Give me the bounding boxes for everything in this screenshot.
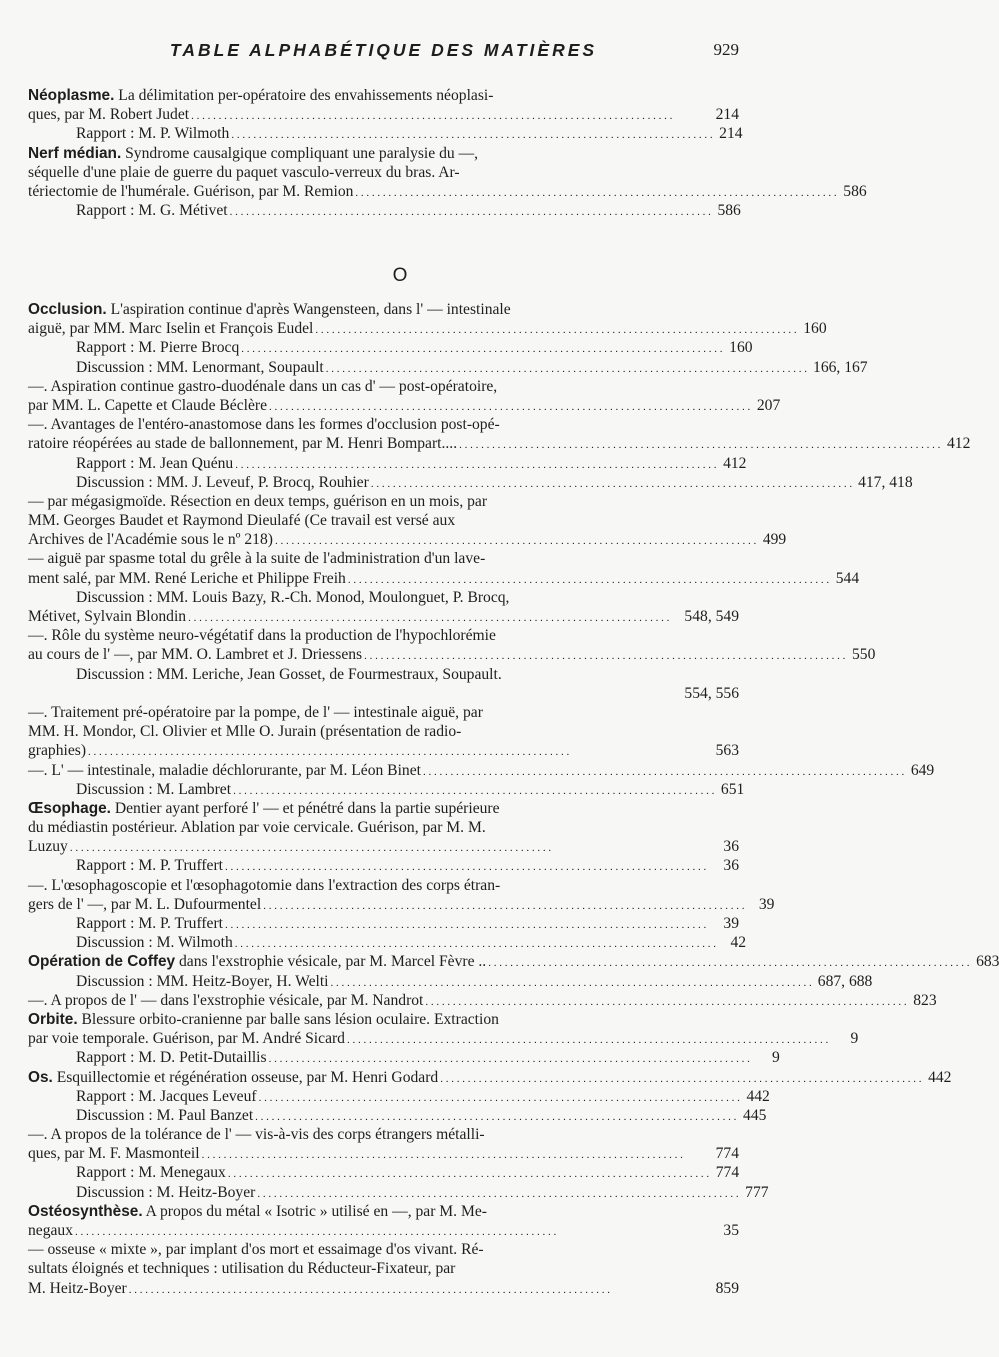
leader-dots [188, 607, 678, 628]
page-ref: 442 [928, 1068, 952, 1086]
entry-body: MM. H. Mondor, Cl. Olivier et Mlle O. Jurain (présentation de radio- [28, 723, 462, 741]
leader-dots [423, 761, 904, 782]
leader-dots [331, 972, 812, 993]
page-ref: 499 [762, 531, 787, 549]
page-ref: 412 [946, 435, 971, 453]
index-line [28, 722, 739, 741]
entry-text [28, 434, 457, 453]
index-line [28, 684, 739, 703]
index-line [28, 1202, 739, 1221]
leader-dots [88, 741, 709, 762]
index-line [28, 569, 860, 588]
entry-body: ment salé, par MM. René Leriche et Philippe Freih [28, 569, 346, 587]
page-ref: 9 [850, 1030, 859, 1048]
entry-text [28, 182, 353, 201]
index-line [28, 1010, 739, 1029]
index-line [28, 434, 971, 453]
page-ref: 412 [723, 454, 747, 472]
entry-body: negaux [28, 1222, 74, 1239]
index-line [28, 1221, 739, 1240]
entry-body: — osseuse « mixte », par implant d'os mort et essaimage d'os vivant. Ré- [28, 1241, 484, 1259]
index-line [28, 1183, 769, 1202]
index-line [28, 856, 739, 875]
entry-body: Discussion : M. Lambret [76, 780, 232, 798]
index-line [28, 876, 739, 895]
entry-body: — aiguë par spasme total du grêle à la suite de l'administration d'un lave- [28, 550, 486, 568]
entry-text [76, 1087, 257, 1106]
page-ref: 774 [715, 1145, 739, 1163]
entry-body: séquelle d'une plaie de guerre du paquet vasculo-verreux du bras. Ar- [28, 163, 460, 181]
index-line [28, 741, 739, 760]
leader-dots [315, 319, 796, 340]
entry-body: ques, par M. Robert Judet [28, 106, 190, 124]
leader-dots [241, 338, 722, 359]
entry-headword: Opération de Coffey [28, 953, 176, 971]
entry-text [76, 1163, 226, 1182]
entry-body: Rapport : M. D. Petit-Dutaillis [76, 1049, 267, 1067]
entry-headword: Os. [28, 1068, 53, 1086]
entry-body: —. Rôle du système neuro-végétatif dans la production de l'hypochlorémie [28, 627, 496, 645]
entry-body: ques, par M. F. Masmonteil [28, 1145, 200, 1163]
index-line [28, 780, 745, 799]
index-line [28, 338, 753, 357]
entry-body: — par mégasigmoïde. Résection en deux temps, guérison en un mois, par [28, 492, 488, 510]
page-title: TABLE ALPHABÉTIQUE DES MATIÈRES [169, 40, 598, 60]
page-ref: 651 [720, 780, 745, 798]
page-ref: 36 [723, 857, 739, 875]
entry-body: Syndrome causalgique compliquant une paralysie du —, [121, 144, 479, 162]
page-ref: 823 [913, 991, 937, 1009]
index-line [28, 1279, 739, 1298]
page-ref: 36 [723, 838, 739, 856]
index-line [28, 319, 827, 338]
entry-body: Métivet, Sylvain Blondin [28, 608, 187, 625]
index-line [28, 300, 739, 319]
index-line [28, 473, 913, 492]
page-ref: 777 [745, 1183, 769, 1201]
index-line [28, 703, 739, 722]
entry-headword: Néoplasme. [28, 87, 115, 104]
entry-text [76, 780, 231, 799]
entry-text [76, 338, 239, 357]
index-line [28, 182, 867, 201]
page-ref: 166, 167 [813, 358, 868, 376]
leader-dots [228, 1163, 709, 1184]
index-line [28, 799, 739, 818]
page-ref: 859 [715, 1279, 739, 1297]
entry-body: —. Avantages de l'entéro-anastomose dans les formes d'occlusion post-opé- [28, 416, 500, 434]
entry-body: Rapport : M. P. Wilmoth [76, 125, 230, 143]
index-line [28, 1125, 739, 1144]
entry-text [28, 319, 313, 338]
index-line [28, 645, 876, 664]
entry-body: Archives de l'Académie sous le nº 218) [28, 531, 273, 549]
entry-body: Discussion : MM. J. Leveuf, P. Brocq, Rouhier [76, 473, 369, 491]
entry-headword: Nerf médian. [28, 144, 122, 162]
entry-headword: Ostéosynthèse. [28, 1202, 143, 1220]
entry-body: par MM. L. Capette et Claude Béclère [28, 396, 268, 414]
page-ref: 683 [976, 953, 999, 971]
index-line [28, 914, 739, 933]
entry-body: Rapport : M. Jacques Leveuf [76, 1087, 257, 1105]
entry-text [76, 124, 229, 143]
leader-dots [75, 1221, 709, 1242]
entry-body: MM. Georges Baudet et Raymond Dieulafé (Ce travail est versé aux [28, 512, 456, 530]
entry-text [76, 972, 329, 991]
index-line [28, 972, 873, 991]
index-line [28, 1068, 952, 1087]
index-line [28, 952, 999, 971]
leader-dots [364, 645, 845, 666]
section-letter: O [392, 265, 408, 286]
page-ref: 550 [851, 646, 876, 664]
entry-body: —. Traitement pré-opératoire par la pompe, de l' — intestinale aiguë, par [28, 703, 483, 721]
leader-dots [348, 569, 829, 590]
page-ref: 586 [843, 182, 867, 200]
entry-body: Rapport : M. P. Truffert [76, 857, 224, 875]
index-line [28, 626, 739, 645]
entry-body: Rapport : M. P. Truffert [76, 915, 224, 932]
entry-text [28, 895, 261, 914]
index-line [28, 1029, 859, 1048]
index-line [28, 377, 739, 396]
entry-text [76, 914, 223, 933]
leader-dots [225, 856, 709, 877]
index-line [28, 1048, 780, 1067]
page-ref: 9 [772, 1049, 780, 1067]
index-line [28, 201, 739, 220]
index-line [28, 1144, 739, 1163]
leader-dots [129, 1279, 709, 1300]
index-line [28, 607, 739, 626]
entry-body: Discussion : M. Paul Banzet [76, 1106, 254, 1124]
page-number: 929 [713, 40, 739, 59]
index-line [28, 837, 739, 856]
leader-dots [231, 124, 712, 145]
leader-dots [230, 201, 711, 222]
index-line [28, 1259, 739, 1278]
entry-text [28, 1221, 73, 1240]
leader-dots [233, 780, 714, 801]
entry-body: Discussion : MM. Leriche, Jean Gosset, de Fourmestraux, Soupault. [76, 665, 502, 683]
entry-body: Luzuy [28, 838, 68, 856]
entry-body: tériectomie de l'humérale. Guérison, par M. Remion [28, 182, 354, 200]
entry-text [28, 1144, 200, 1163]
index-line [28, 665, 739, 684]
entry-body: au cours de l' —, par MM. O. Lambret et J. Driessens [28, 646, 363, 664]
entry-text [76, 201, 228, 220]
page-ref: 687, 688 [817, 972, 873, 990]
index-line [28, 454, 747, 473]
page-ref: 774 [715, 1164, 740, 1182]
entry-body: gers de l' —, par M. L. Dufourmentel [28, 895, 262, 913]
entry-text [28, 991, 423, 1010]
index-line [28, 86, 739, 105]
index-line [28, 396, 781, 415]
index-line [28, 124, 743, 143]
entry-body: Rapport : M. Menegaux [76, 1164, 226, 1182]
leader-dots [191, 105, 709, 126]
page-ref: 35 [723, 1222, 739, 1239]
entry-text [28, 530, 273, 549]
running-header [28, 40, 739, 64]
leader-dots [488, 952, 969, 973]
index-line [28, 415, 739, 434]
page-ref: 160 [803, 320, 827, 338]
page-ref: 544 [835, 569, 860, 587]
entry-text [28, 837, 68, 856]
entry-body: Rapport : M. Pierre Brocq [76, 339, 240, 357]
page-ref: 563 [715, 742, 739, 760]
entry-text [28, 396, 267, 415]
index-line [28, 1106, 767, 1125]
page-ref: 554, 556 [684, 684, 739, 702]
entry-body: Blessure orbito-cranienne par balle sans lésion oculaire. Extraction [77, 1010, 499, 1028]
entry-text [28, 645, 362, 664]
index-block-n [28, 86, 867, 220]
leader-dots [459, 434, 940, 455]
entry-text [76, 1183, 255, 1202]
index-line [28, 530, 787, 549]
leader-dots [326, 358, 807, 379]
entry-body: —. L'œsophagoscopie et l'œsophagotomie dans l'extraction des corps étran- [28, 876, 501, 894]
entry-body: ratoire réopérées au stade de ballonnement, par M. Henri Bompart.... [28, 435, 458, 453]
page-ref: 39 [723, 915, 739, 932]
entry-text [76, 856, 223, 875]
entry-text [28, 607, 186, 626]
entry-text [76, 454, 233, 473]
leader-dots [235, 454, 716, 475]
index-line [28, 1087, 770, 1106]
entry-body: graphies) [28, 742, 87, 760]
leader-dots [225, 914, 709, 935]
entry-body: —. A propos de la tolérance de l' — vis-à-vis des corps étrangers métalli- [28, 1126, 485, 1144]
entry-body: —. A propos de l' — dans l'exstrophie vésicale, par M. Nandrot [28, 991, 424, 1009]
leader-dots [425, 991, 906, 1012]
page-ref: 214 [715, 106, 739, 124]
entry-body: aiguë, par MM. Marc Iselin et François Eudel [28, 320, 314, 338]
entry-text [28, 105, 189, 124]
entry-body: —. L' — intestinale, maladie déchlorurante, par M. Léon Binet [28, 761, 421, 779]
entry-body: sultats éloignés et techniques : utilisation du Réducteur-Fixateur, par [28, 1260, 456, 1278]
leader-dots [70, 837, 709, 858]
entry-text [28, 569, 346, 588]
page-ref: 417, 418 [858, 473, 913, 491]
page-ref: 214 [719, 125, 743, 143]
entry-body: Discussion : MM. Heitz-Boyer, H. Welti [76, 972, 329, 990]
index-block-o [28, 300, 999, 1298]
entry-text [76, 473, 369, 492]
index-line [28, 588, 739, 607]
entry-text [28, 741, 86, 760]
index-line [28, 933, 747, 952]
leader-dots [269, 1048, 750, 1069]
leader-dots [371, 473, 852, 494]
leader-dots [440, 1068, 921, 1089]
entry-body: Discussion : MM. Lenormant, Soupault [76, 358, 324, 376]
page-ref: 649 [910, 761, 935, 779]
entry-body: Esquillectomie et régénération osseuse, par M. Henri Godard [52, 1068, 439, 1086]
leader-dots [263, 895, 744, 916]
index-line [28, 105, 739, 124]
index-line [28, 163, 739, 182]
index-line [28, 1240, 739, 1259]
page-ref: 442 [746, 1087, 770, 1105]
leader-dots [347, 1029, 828, 1050]
index-line [28, 991, 937, 1010]
index-line [28, 549, 739, 568]
index-line [28, 818, 739, 837]
entry-text [28, 761, 421, 780]
entry-body: —. Aspiration continue gastro-duodénale dans un cas d' — post-opératoire, [28, 377, 498, 395]
index-line [28, 511, 739, 530]
entry-body: Discussion : M. Wilmoth [76, 934, 233, 952]
page-ref: 586 [717, 202, 741, 220]
index-line [28, 895, 775, 914]
leader-dots [255, 1106, 736, 1127]
leader-dots [257, 1183, 738, 1204]
entry-body: du médiastin postérieur. Ablation par voie cervicale. Guérison, par M. M. [28, 819, 486, 837]
entry-text [28, 1068, 438, 1087]
leader-dots [269, 396, 750, 417]
index-line [28, 492, 739, 511]
entry-body: dans l'exstrophie vésicale, par M. Marcel Fèvre .. [175, 953, 487, 971]
page-ref: 160 [729, 339, 753, 357]
entry-body: A propos du métal « Isotric » utilisé en —, par M. Me- [142, 1202, 487, 1220]
entry-body: La délimitation per-opératoire des envahissements néoplasi- [114, 87, 494, 104]
index-line [28, 358, 868, 377]
leader-dots [275, 530, 756, 551]
page-ref: 445 [743, 1106, 767, 1124]
index-line [28, 144, 739, 163]
entry-body: M. Heitz-Boyer [28, 1279, 127, 1297]
leader-dots [355, 182, 836, 203]
entry-body: Rapport : M. Jean Quénu [76, 454, 234, 472]
entry-headword: Œsophage. [28, 799, 111, 817]
entry-body: Rapport : M. G. Métivet [76, 202, 228, 220]
entry-headword: Orbite. [28, 1010, 78, 1028]
leader-dots [235, 933, 716, 954]
entry-text [28, 1029, 345, 1048]
entry-text [76, 933, 233, 952]
entry-text [76, 1048, 267, 1067]
page-ref: 39 [758, 895, 775, 913]
entry-body: L'aspiration continue d'après Wangensteen, dans l' — intestinale [106, 301, 511, 318]
page-ref: 548, 549 [684, 608, 739, 625]
index-line [28, 1163, 739, 1182]
leader-dots [259, 1087, 740, 1108]
entry-text [76, 358, 324, 377]
entry-body: Discussion : M. Heitz-Boyer [76, 1183, 256, 1201]
entry-text [76, 1106, 253, 1125]
entry-body: par voie temporale. Guérison, par M. André Sicard [28, 1030, 345, 1048]
entry-headword: Occlusion. [28, 301, 107, 318]
entry-body: Dentier ayant perforé l' — et pénétré dans la partie supérieure [110, 799, 500, 817]
leader-dots [202, 1144, 709, 1165]
entry-text [28, 1279, 127, 1298]
page-ref: 42 [730, 934, 747, 952]
page-ref: 207 [756, 396, 781, 414]
index-line [28, 761, 935, 780]
entry-text [28, 952, 486, 971]
entry-body: Discussion : MM. Louis Bazy, R.-Ch. Monod, Moulonguet, P. Brocq, [76, 588, 510, 606]
